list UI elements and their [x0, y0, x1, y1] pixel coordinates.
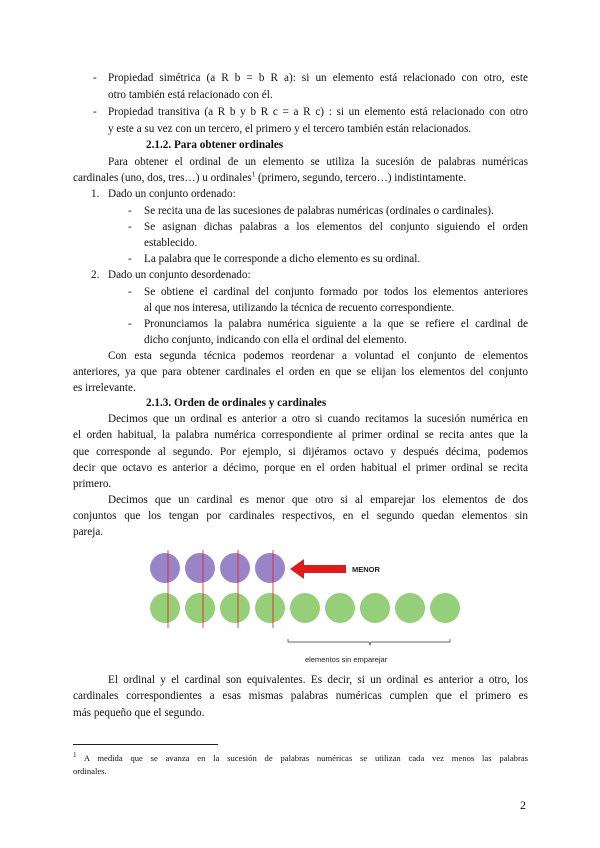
green-circle [220, 593, 250, 623]
paragraph-line: que corresponde al segundo. Por ejemplo, si dijéramos octavo y después décima, podemos [73, 446, 528, 458]
green-circle [150, 593, 180, 623]
green-circle [255, 593, 285, 623]
purple-circle [150, 553, 180, 583]
list-dash: - [93, 72, 97, 84]
pairing-figure [140, 548, 470, 666]
paragraph-line: El ordinal y el cardinal son equivalentes. Es decir, si un ordinal es anterior a otro, los [108, 674, 528, 686]
property-text: otro también está relacionado con él. [108, 89, 273, 101]
list-item-text: establecido. [144, 237, 198, 249]
list-item-text: Pronunciamos la palabra numérica siguiente a la que se refiere el cardinal de [144, 318, 528, 330]
green-circle [395, 593, 425, 623]
list-item-text: La palabra que le corresponde a dicho elemento es su ordinal. [144, 253, 421, 265]
paragraph-line: anteriores, ya que para obtener cardinales el orden en que se elijan los elementos del conjunto [73, 366, 528, 378]
menor-label: MENOR [352, 565, 380, 574]
paragraph-line: pareja. [73, 526, 104, 538]
list-dash: - [128, 318, 132, 330]
green-circle [325, 593, 355, 623]
section-heading: 2.1.3. Orden de ordinales y cardinales [146, 397, 327, 409]
footnote-line: $^1$ A medida que se avanza en la sucesión de palabras numéricas se utilizan cada vez menos las palabras [73, 751, 528, 763]
list-item-text: al que nos interesa, utilizando la técnica de recuento correspondiente. [144, 302, 455, 314]
green-circles [150, 593, 460, 623]
list-number: 2. [91, 269, 100, 281]
property-text: Propiedad simétrica (a R b = b R a): si un elemento está relacionado con otro, este [108, 72, 528, 84]
unpaired-label: elementos sin emparejar [305, 655, 388, 664]
purple-circles [150, 553, 285, 583]
list-dash: - [128, 286, 132, 298]
list-item-text: Se obtiene el cardinal del conjunto formado por todos los elementos anteriores [144, 286, 528, 298]
unpaired-brace [288, 639, 450, 645]
paragraph-line: Decimos que un ordinal es anterior a otro si cuando recitamos la sucesión numérica en [108, 413, 528, 425]
purple-circle [255, 553, 285, 583]
footnote-ref: 1 [251, 170, 256, 179]
list-dash: - [128, 205, 132, 217]
paragraph-line: Decimos que un cardinal es menor que otro si al emparejar los elementos de dos [108, 494, 528, 506]
footnote-line: ordinales. [73, 766, 107, 776]
paragraph-line: primero. [73, 478, 112, 490]
green-circle [290, 593, 320, 623]
footnote-divider [73, 744, 218, 745]
page-number: 2 [520, 798, 526, 812]
list-item-text: dicho conjunto, indicando con ella el ordinal del elemento. [144, 334, 407, 346]
green-circle [360, 593, 390, 623]
paragraph-line: es irrelevante. [73, 382, 136, 394]
left-arrow-icon [290, 559, 346, 579]
property-text: Propiedad transitiva (a R b y b R c = a R c) : si un elemento está relacionado con otro [108, 106, 528, 118]
list-dash: - [128, 221, 132, 233]
paragraph-line: conjuntos que los tengan por cardinales respectivos, en el segundo quedan elementos sin [73, 510, 528, 522]
property-text: y este a su vez con un tercero, el primero y el tercero también están relacionados. [108, 123, 472, 135]
paragraph-line: Para obtener el ordinal de un elemento se utiliza la sucesión de palabras numéricas [108, 156, 528, 168]
list-item-text: Se asignan dichas palabras a los elementos del conjunto siguiendo el orden [144, 221, 528, 233]
list-number: 1. [91, 188, 100, 200]
list-item-text: Se recita una de las sucesiones de palabras numéricas (ordinales o cardinales). [144, 205, 494, 217]
paragraph-line: más pequeño que el segundo. [73, 707, 205, 719]
list-dash: - [93, 106, 97, 118]
paragraph-line: cardinales (uno, dos, tres…) u ordinales$^1$ (primero, segundo, tercero…) indistintamente. [73, 170, 467, 184]
paragraph-line: cardinales correspondientes a esas mismas palabras numéricas cumplen que el primero es [73, 690, 528, 702]
paragraph-line: decir que octavo es anterior a décimo, porque en el orden habitual el primer ordinal se recita [73, 462, 528, 474]
paragraph-line: el orden habitual, la palabra numérica correspondiente al primer ordinal se recita antes que la [73, 429, 528, 441]
list-title: Dado un conjunto ordenado: [108, 188, 236, 200]
list-title: Dado un conjunto desordenado: [108, 269, 251, 281]
footnote-marker: 1 [73, 751, 77, 760]
section-heading: 2.1.2. Para obtener ordinales [146, 139, 284, 151]
purple-circle [185, 553, 215, 583]
list-dash: - [128, 253, 132, 265]
paragraph-line: Con esta segunda técnica podemos reordenar a voluntad el conjunto de elementos [108, 350, 528, 362]
green-circle [430, 593, 460, 623]
green-circle [185, 593, 215, 623]
purple-circle [220, 553, 250, 583]
